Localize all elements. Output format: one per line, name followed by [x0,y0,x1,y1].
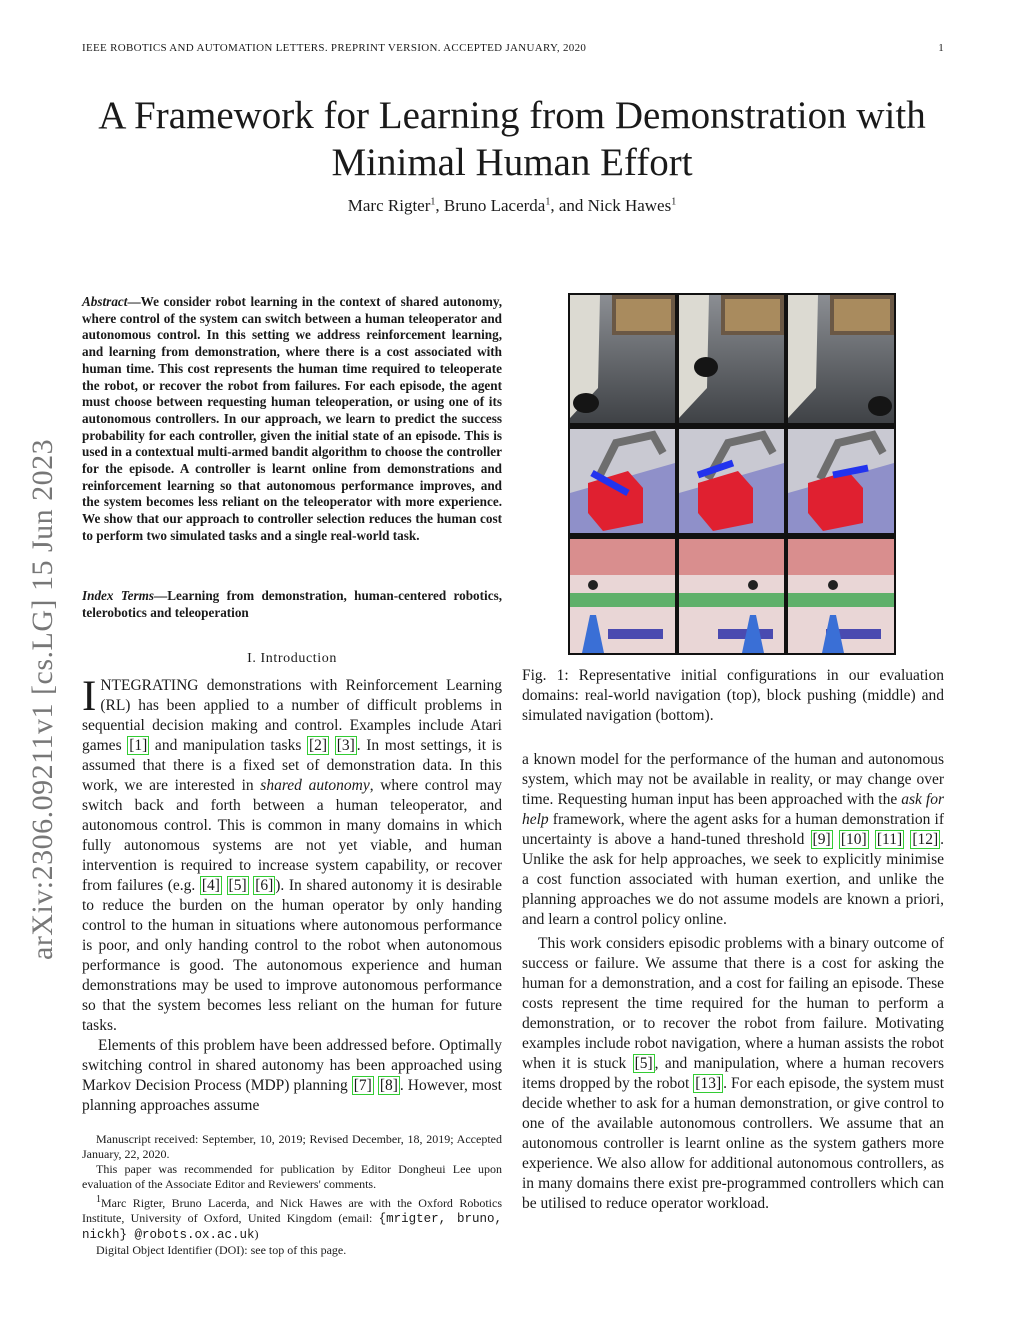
introduction-body [82,673,503,1116]
author-list [60,196,964,216]
index-terms-text: —Learning from demonstration, human-centered robotics, telerobotics and teleoperation [82,588,502,620]
footnote-text: Marc Rigter, Bruno Lacerda, and Nick Hawes are with the Oxford Robotics Institute, University of Oxford, United Kingdom (email: [82,1196,502,1225]
intro-paragraph-1 [82,673,503,1036]
title-line-1: A Framework for Learning from Demonstration with [98,94,926,137]
abstract [82,294,502,545]
body-text: framework, where the agent asks for a human demonstration if uncertainty is above a hand-tuned threshold [522,811,944,848]
block-push-panel-3 [788,429,894,533]
email-addresses: {mrigter, bruno, nickh} @robots.ox.ac.uk [82,1212,502,1242]
citation-link[interactable]: [5] [634,1055,653,1072]
footnote-text: ) [254,1227,259,1241]
footnote-editor: This paper was recommended for publication by Editor Dongheui Lee upon evaluation of the Associate Editor and Reviewers' comments. [82,1162,502,1191]
citation-link[interactable]: [4] [201,877,220,894]
body-text: This work considers episodic problems with a binary outcome of success or failure. We assume that there is a cost for asking the human for a demonstration, and a cost for failing an episode. These costs represent the time required for the human to perform a demonstration, or to recover the robot from failure. Motivating examples include robot navigation, where a human assists the robot when it is stuck [522,935,944,1072]
body-text: , and manipulation, where a human recovers items dropped by the robot [522,1055,944,1092]
author-3: , and Nick Hawes [550,196,672,215]
citation-link[interactable]: [8] [379,1077,398,1094]
intro-text: Elements of this problem have been addressed before. Optimally switching control in shared autonomy has been approached using Markov Decision Process (MDP) planning [82,1037,502,1094]
section-heading: I. Introduction [247,651,337,666]
title-line-2: Minimal Human Effort [331,141,693,184]
running-header [82,42,944,54]
emphasis: shared autonomy [260,777,370,794]
footnote-manuscript: Manuscript received: September, 10, 2019; Revised December, 18, 2019; Accepted January, 22, 2020. [82,1132,502,1161]
affil-sup-2: 1 [545,196,551,208]
real-nav-panel-2 [679,295,784,423]
footnote-sup: 1 [96,1194,101,1205]
page-number: 1 [938,42,944,54]
citation-link[interactable]: [6] [255,877,274,894]
figure-caption: Fig. 1: Representative initial configurations in our evaluation domains: real-world navigation (top), block pushing (middle) and simulated navigation (bottom). [522,667,944,724]
emphasis: ask for help [522,791,945,828]
intro-text: ). In shared autonomy it is desirable to reduce the burden on the human operator by only handing control to the human in situations where autonomous performance is poor, and only handing control to the robot when autonomous performance is good. The autonomous experience and human demonstrations may be used to improve autonomous performance so that the system becomes less reliant on the human for future tasks. [82,877,502,1034]
author-1: Marc Rigter [347,196,431,215]
citation-link[interactable]: [7] [353,1077,372,1094]
block-push-panel-2 [679,429,784,533]
right-paragraph-2 [522,934,944,1214]
intro-text: , where control may switch back and forth between a human teleoperator, and autonomous control. This is common in many domains in which fully autonomous systems are not yet viable, and human intervention is required to increase system capability, or recover from failures (e.g. [82,777,502,894]
footnote-affiliation [82,1192,502,1243]
citation-link[interactable]: [12] [912,831,939,848]
body-text: . Unlike the ask for help approaches, we seek to explicitly minimise a cost function associated with human exertion, and unlike the planning approaches we do not assume models are known a priori, and learn a control policy online. [522,831,945,928]
citation-link[interactable]: [2] [308,737,328,754]
paper-title [60,92,964,186]
index-terms-label: Index Terms [82,588,155,603]
intro-text: . However, most planning approaches assume [82,1077,502,1114]
citation-link[interactable]: [13] [695,1075,722,1092]
sim-nav-panel-3 [788,539,894,653]
citation-link[interactable]: [5] [228,877,247,894]
real-nav-panel-1 [570,295,675,423]
affil-sup-3: 1 [671,196,677,208]
citation-link[interactable]: [11] [876,831,903,848]
citation-link[interactable]: [1] [129,737,148,754]
right-paragraph-1 [522,750,944,930]
footnote-doi: Digital Object Identifier (DOI): see top of this page. [96,1243,347,1257]
citation-link[interactable]: [9] [812,831,831,848]
body-text: . For each episode, the system must decide whether to ask for a human demonstration, or give control to one of the available autonomous controllers. We assume that an autonomous controller is learnt online as the system gathers more experience. We also allow for additional autonomous controllers, as in many domains there exist pre-programmed controllers which can be utilised to reduce operator workload. [522,1075,944,1212]
citation-link[interactable]: [10] [840,831,867,848]
arxiv-stamp: arXiv:2306.09211v1 [cs.LG] 15 Jun 2023 [26,438,59,960]
real-nav-panel-3 [788,295,894,423]
author-2: , Bruno Lacerda [435,196,546,215]
drop-cap: I [82,673,97,720]
intro-text: and manipulation tasks [149,737,307,754]
affil-sup-1: 1 [430,196,436,208]
intro-text: NTEGRATING demonstrations with Reinforcement Learning (RL) has been applied to a number of difficult problems in sequential decision making and control. Examples include Atari games [82,677,502,754]
figure-1-image-grid [568,293,896,655]
sim-nav-panel-2 [679,539,784,653]
index-terms [82,588,502,621]
footnotes [82,1132,502,1258]
intro-paragraph-2 [82,1036,502,1116]
sim-nav-panel-1 [570,539,675,653]
body-text: a known model for the performance of the human and autonomous system, which may not be available in reality, or may change over time. Requesting human input has been approached with the [522,751,944,808]
citation-link[interactable]: [3] [336,737,355,754]
running-title: IEEE ROBOTICS AND AUTOMATION LETTERS. PREPRINT VERSION. ACCEPTED JANUARY, 2020 [82,42,587,54]
block-push-panel-1 [570,429,675,533]
right-column-body [522,750,944,1214]
intro-text: . In most settings, it is assumed that there is a fixed set of demonstration data. In this work, we are interested in [82,737,503,794]
abstract-label: Abstract [82,294,128,309]
abstract-text: —We consider robot learning in the context of shared autonomy, where control of the system can switch between a human teleoperator and autonomous control. In this setting we address reinforcement learning, and learning from demonstration, where there is a cost associated with human time. This cost represents the human time required to teleoperate the robot, or recover the robot from failures. For each episode, the agent must choose between requesting human teleoperation, or using one of its autonomous controllers. In our approach, we learn to predict the success probability for each controller, given the initial state of an episode. This is used in a contextual multi-armed bandit algorithm to choose the controller for the episode. A controller is learnt online from demonstrations and reinforcement learning so that autonomous performance improves, and the system becomes less reliant on the teleoperator with more experience. We show that our approach to controller selection reduces the human cost to perform two simulated tasks and a single real-world task. [82,294,502,543]
